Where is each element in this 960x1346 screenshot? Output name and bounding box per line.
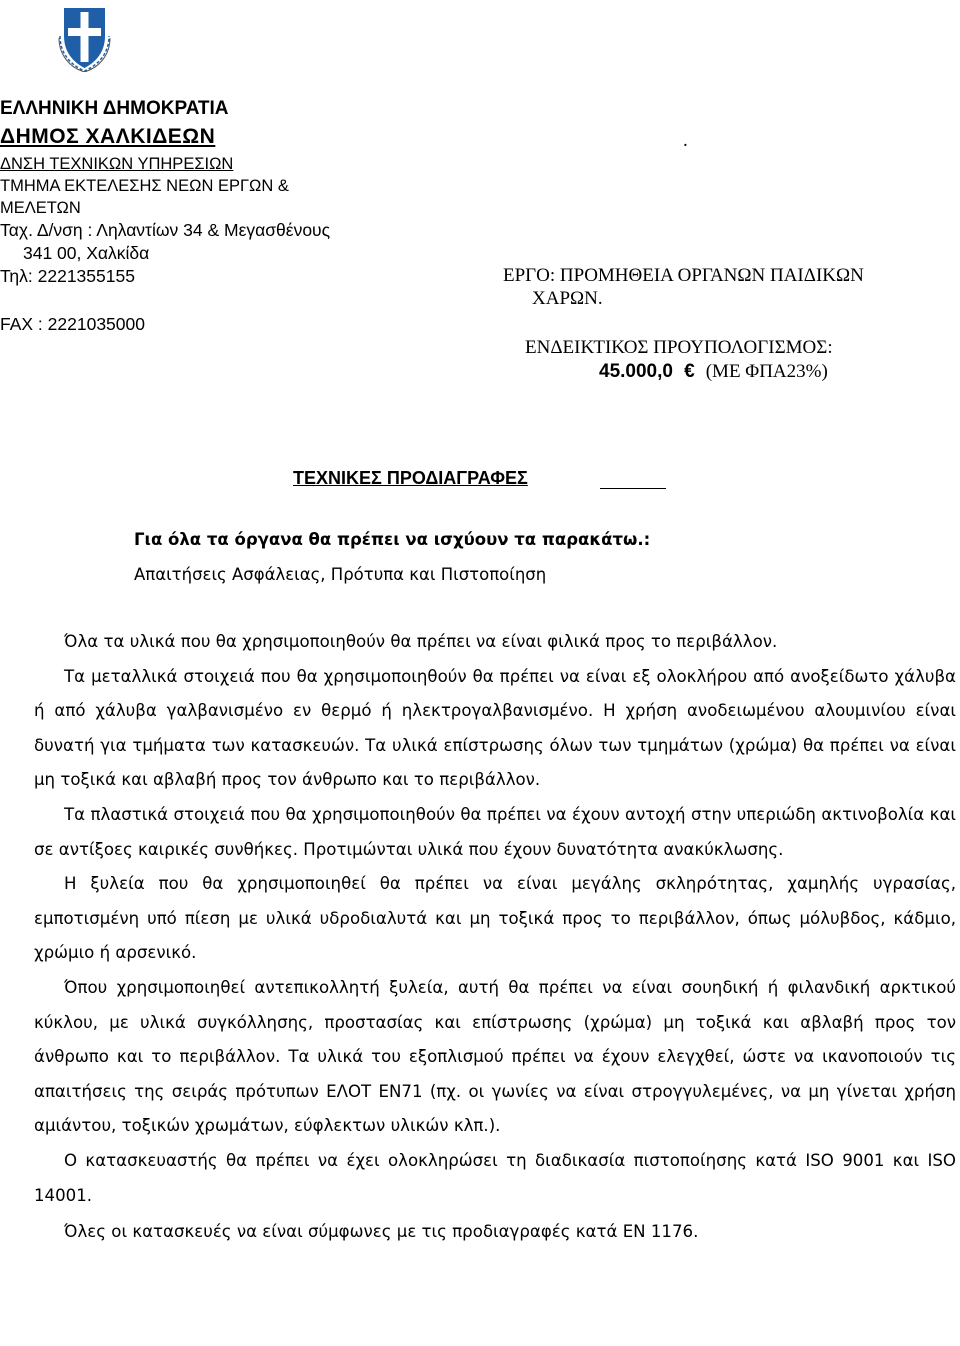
sender-department: ΤΜΗΜΑ ΕΚΤΕΛΕΣΗΣ ΝΕΩΝ ΕΡΓΩΝ & bbox=[0, 177, 289, 195]
budget-amount-line bbox=[599, 361, 828, 383]
sender-phone: Τηλ: 2221355155 bbox=[0, 266, 135, 286]
budget-label: ΕΝΔΕΙΚΤΙΚΟΣ ΠΡΟΥΠΟΛΟΓΙΣΜΟΣ: bbox=[525, 337, 833, 358]
sender-directorate: ΔΝΣΗ ΤΕΧΝΙΚΩΝ ΥΠΗΡΕΣΙΩΝ bbox=[0, 155, 234, 173]
budget-amount: 45.000,0 bbox=[599, 361, 673, 382]
paragraph-1: Όλα τα υλικά που θα χρησιμοποιηθούν θα πρέπει να είναι φιλικά προς το περιβάλλον. bbox=[64, 632, 778, 651]
paragraph-3: Τα πλαστικά στοιχειά που θα χρησιμοποιηθούν θα πρέπει να έχουν αντοχή στην υπεριώδη ακτινοβολία και σε αντίξοες καιρικές συνθήκες. Προτιμώνται υλικά που έχουν δυνατότητα ανακύκλωσης. bbox=[34, 804, 956, 859]
project-title-cont: ΧΑΡΩΝ. bbox=[532, 288, 603, 309]
sender-postcode: 341 00, Χαλκίδα bbox=[23, 243, 150, 263]
greek-emblem-icon bbox=[57, 2, 112, 72]
project-dot: . bbox=[683, 130, 688, 151]
paragraph-6: Ο κατασκευαστής θα πρέπει να έχει ολοκληρώσει τη διαδικασία πιστοποίησης κατά ISO 9001 και ISO 14001. bbox=[34, 1150, 956, 1205]
sender-country: ΕΛΛΗΝΙΚΗ ΔΗΜΟΚΡΑΤΙΑ bbox=[0, 98, 229, 119]
sender-fax: FAX : 2221035000 bbox=[0, 314, 145, 334]
euro-icon: € bbox=[684, 361, 695, 382]
project-title: ΕΡΓΟ: ΠΡΟΜΗΘΕΙΑ ΟΡΓΑΝΩΝ ΠΑΙΔΙΚΩΝ bbox=[503, 265, 864, 286]
paragraph-4: Η ξυλεία που θα χρησιμοποιηθεί θα πρέπει να είναι μεγάλης σκληρότητας, χαμηλής υγρασίας, εμποτισμένη υπό πίεση με υλικά υδροδιαλυτά και μη τοξικά προς το περιβάλλον, όπως μόλυβδος, κάδμιο, χρώμιο ή αρσενικό. bbox=[34, 874, 956, 963]
sender-address: Ταχ. Δ/νση : Ληλαντίων 34 & Μεγασθένους bbox=[0, 220, 331, 240]
sender-department-cont: ΜΕΛΕΤΩΝ bbox=[0, 199, 81, 217]
subheading-safety: Απαιτήσεις Ασφάλειας, Πρότυπα και Πιστοποίηση bbox=[134, 565, 547, 584]
budget-vat: (ΜΕ ΦΠΑ23%) bbox=[705, 361, 828, 382]
paragraph-7: Όλες οι κατασκευές να είναι σύμφωνες με τις προδιαγραφές κατά ΕΝ 1176. bbox=[64, 1222, 699, 1242]
paragraph-2: Τα μεταλλικά στοιχειά που θα χρησιμοποιηθούν θα πρέπει να είναι εξ ολοκλήρου από ανοξείδωτο χάλυβα ή από χάλυβα γαλβανισμένο εν θερμό ή ηλεκτρογαλβανισμένο. Η χρήση ανοδειωμένου αλουμινίου είναι δυνατή για τμήματα των κατασκευών. Τα υλικά επίστρωσης όλων των τμημάτων (χρώμα) θα πρέπει να είναι μη τοξικά και αβλαβή προς τον άνθρωπο και το περιβάλλον. bbox=[34, 666, 956, 790]
body-text bbox=[34, 625, 956, 1250]
page-title: ΤΕΧΝΙΚΕΣ ΠΡΟΔΙΑΓΡΑΦΕΣ bbox=[293, 468, 528, 488]
paragraph-5: Όπου χρησιμοποιηθεί αντεπικολλητή ξυλεία, αυτή θα πρέπει να είναι σουηδική ή φιλανδική αρκτικού κύκλου, με υλικά συγκόλλησης, προστασίας και επίστρωσης (χρώμα) μη τοξικά και αβλαβή προς τον άνθρωπο και το περιβάλλον. Τα υλικά του εξοπλισμού πρέπει να έχουν ελεγχθεί, ώστε να ικανοποιούν τις απαιτήσεις της σειράς πρότυπων ΕΛΟΤ ΕΝ71 (πχ. οι γωνίες να είναι στρογγυλεμένες, να μη γίνεται χρήση αμιάντου, τοξικών χρωμάτων, εύφλεκτων υλικών κλπ.). bbox=[34, 977, 956, 1136]
title-underline-icon bbox=[600, 488, 666, 489]
subheading-general: Για όλα τα όργανα θα πρέπει να ισχύουν τα παρακάτω.: bbox=[134, 530, 651, 549]
sender-municipality: ΔΗΜΟΣ ΧΑΛΚΙΔΕΩΝ bbox=[0, 125, 216, 148]
